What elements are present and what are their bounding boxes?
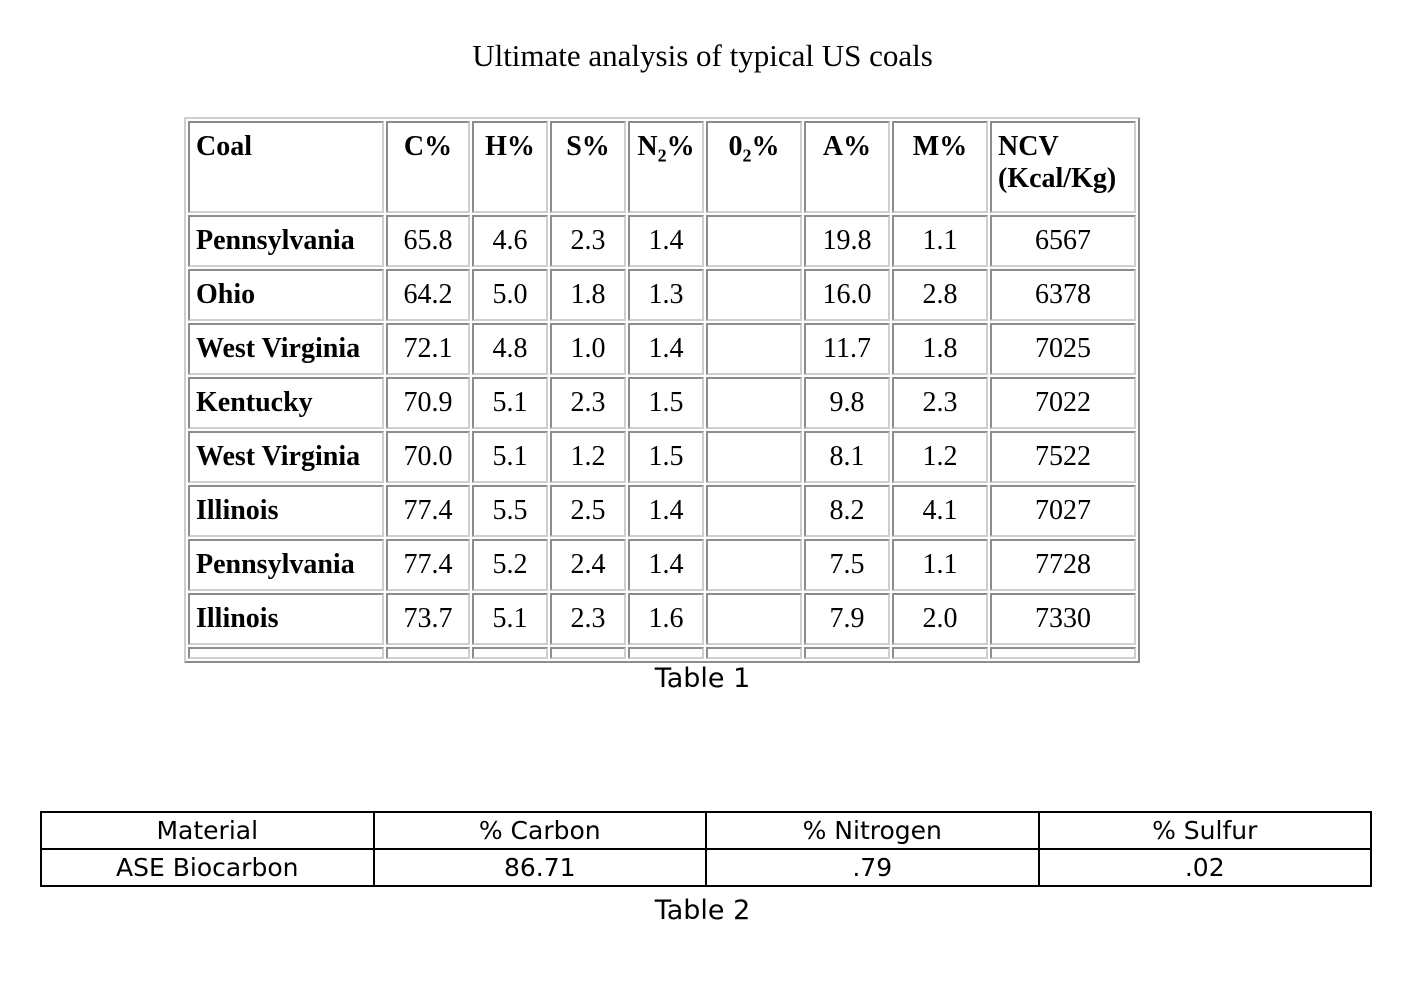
cell-o2 — [706, 377, 802, 429]
col-header-moisture: M% — [892, 121, 988, 213]
cell-m: 2.3 — [892, 377, 988, 429]
cell-o2 — [706, 215, 802, 267]
cell-h: 5.1 — [472, 593, 548, 645]
cell-s: 1.0 — [550, 323, 626, 375]
table-row — [188, 377, 1136, 429]
cell-ncv: 7022 — [990, 377, 1136, 429]
table-cell: .79 — [706, 849, 1039, 886]
cell-a: 9.8 — [804, 377, 890, 429]
cell-c: 77.4 — [386, 485, 470, 537]
cell-n2: 1.4 — [628, 215, 704, 267]
cell-empty — [188, 647, 384, 659]
cell-o2 — [706, 269, 802, 321]
table-row — [188, 269, 1136, 321]
table-row — [188, 323, 1136, 375]
cell-m: 1.1 — [892, 539, 988, 591]
col-header-ncv: NCV (Kcal/Kg) — [990, 121, 1136, 213]
cell-n2: 1.6 — [628, 593, 704, 645]
cell-h: 5.0 — [472, 269, 548, 321]
cell-s: 1.8 — [550, 269, 626, 321]
table2-caption: Table 2 — [654, 895, 751, 926]
cell-ncv: 7025 — [990, 323, 1136, 375]
cell-m: 1.1 — [892, 215, 988, 267]
cell-s: 2.3 — [550, 215, 626, 267]
cell-a: 7.9 — [804, 593, 890, 645]
cell-o2 — [706, 593, 802, 645]
cell-h: 5.1 — [472, 377, 548, 429]
cell-m: 2.8 — [892, 269, 988, 321]
cell-a: 11.7 — [804, 323, 890, 375]
cell-o2 — [706, 485, 802, 537]
cell-empty — [386, 647, 470, 659]
cell-ncv: 7027 — [990, 485, 1136, 537]
table-cell: 86.71 — [374, 849, 707, 886]
col-header-sulfur: S% — [550, 121, 626, 213]
cell-c: 70.9 — [386, 377, 470, 429]
table-row-tail — [188, 647, 1136, 659]
col-header-nitrogen: $N_2\%$ — [628, 121, 704, 213]
cell-n2: 1.3 — [628, 269, 704, 321]
table-cell: .02 — [1039, 849, 1372, 886]
cell-empty — [706, 647, 802, 659]
table-row — [188, 485, 1136, 537]
table-header-row — [41, 812, 1371, 849]
cell-c: 70.0 — [386, 431, 470, 483]
cell-m: 1.8 — [892, 323, 988, 375]
cell-a: 8.1 — [804, 431, 890, 483]
col-header: % Nitrogen — [706, 812, 1039, 849]
cell-coal: West Virginia — [188, 323, 384, 375]
cell-h: 4.8 — [472, 323, 548, 375]
cell-o2 — [706, 323, 802, 375]
cell-c: 65.8 — [386, 215, 470, 267]
col-header-oxygen: $0_2\%$ — [706, 121, 802, 213]
cell-empty — [628, 647, 704, 659]
cell-coal: Illinois — [188, 593, 384, 645]
cell-empty — [990, 647, 1136, 659]
cell-c: 72.1 — [386, 323, 470, 375]
cell-ncv: 7522 — [990, 431, 1136, 483]
cell-coal: Pennsylvania — [188, 215, 384, 267]
cell-o2 — [706, 431, 802, 483]
col-header: % Carbon — [374, 812, 707, 849]
cell-coal: Ohio — [188, 269, 384, 321]
cell-m: 2.0 — [892, 593, 988, 645]
cell-coal: Pennsylvania — [188, 539, 384, 591]
cell-c: 77.4 — [386, 539, 470, 591]
cell-a: 8.2 — [804, 485, 890, 537]
table-row — [188, 215, 1136, 267]
cell-m: 1.2 — [892, 431, 988, 483]
cell-n2: 1.5 — [628, 431, 704, 483]
cell-s: 1.2 — [550, 431, 626, 483]
col-header-ash: A% — [804, 121, 890, 213]
cell-o2 — [706, 539, 802, 591]
cell-s: 2.3 — [550, 377, 626, 429]
col-header-coal: Coal — [188, 121, 384, 213]
cell-ncv: 6378 — [990, 269, 1136, 321]
cell-empty — [550, 647, 626, 659]
cell-a: 7.5 — [804, 539, 890, 591]
biocarbon-table — [40, 811, 1372, 887]
coal-analysis-table — [184, 117, 1140, 663]
table-header-row — [188, 121, 1136, 213]
cell-s: 2.4 — [550, 539, 626, 591]
cell-ncv: 7330 — [990, 593, 1136, 645]
cell-c: 73.7 — [386, 593, 470, 645]
cell-a: 19.8 — [804, 215, 890, 267]
col-header-carbon: C% — [386, 121, 470, 213]
cell-h: 5.2 — [472, 539, 548, 591]
cell-n2: 1.4 — [628, 323, 704, 375]
cell-empty — [472, 647, 548, 659]
document-title: Ultimate analysis of typical US coals — [472, 38, 933, 73]
cell-coal: Kentucky — [188, 377, 384, 429]
col-header: Material — [41, 812, 374, 849]
cell-n2: 1.4 — [628, 485, 704, 537]
cell-h: 5.5 — [472, 485, 548, 537]
cell-ncv: 7728 — [990, 539, 1136, 591]
cell-coal: Illinois — [188, 485, 384, 537]
col-header: % Sulfur — [1039, 812, 1372, 849]
cell-m: 4.1 — [892, 485, 988, 537]
cell-empty — [892, 647, 988, 659]
cell-coal: West Virginia — [188, 431, 384, 483]
cell-s: 2.3 — [550, 593, 626, 645]
cell-h: 5.1 — [472, 431, 548, 483]
cell-empty — [804, 647, 890, 659]
table1-caption: Table 1 — [654, 663, 751, 694]
cell-n2: 1.5 — [628, 377, 704, 429]
cell-ncv: 6567 — [990, 215, 1136, 267]
table-row — [188, 539, 1136, 591]
cell-h: 4.6 — [472, 215, 548, 267]
table-row — [188, 593, 1136, 645]
cell-s: 2.5 — [550, 485, 626, 537]
col-header-hydrogen: H% — [472, 121, 548, 213]
cell-a: 16.0 — [804, 269, 890, 321]
cell-n2: 1.4 — [628, 539, 704, 591]
table-cell: ASE Biocarbon — [41, 849, 374, 886]
table-row — [188, 431, 1136, 483]
cell-c: 64.2 — [386, 269, 470, 321]
table-row — [41, 849, 1371, 886]
